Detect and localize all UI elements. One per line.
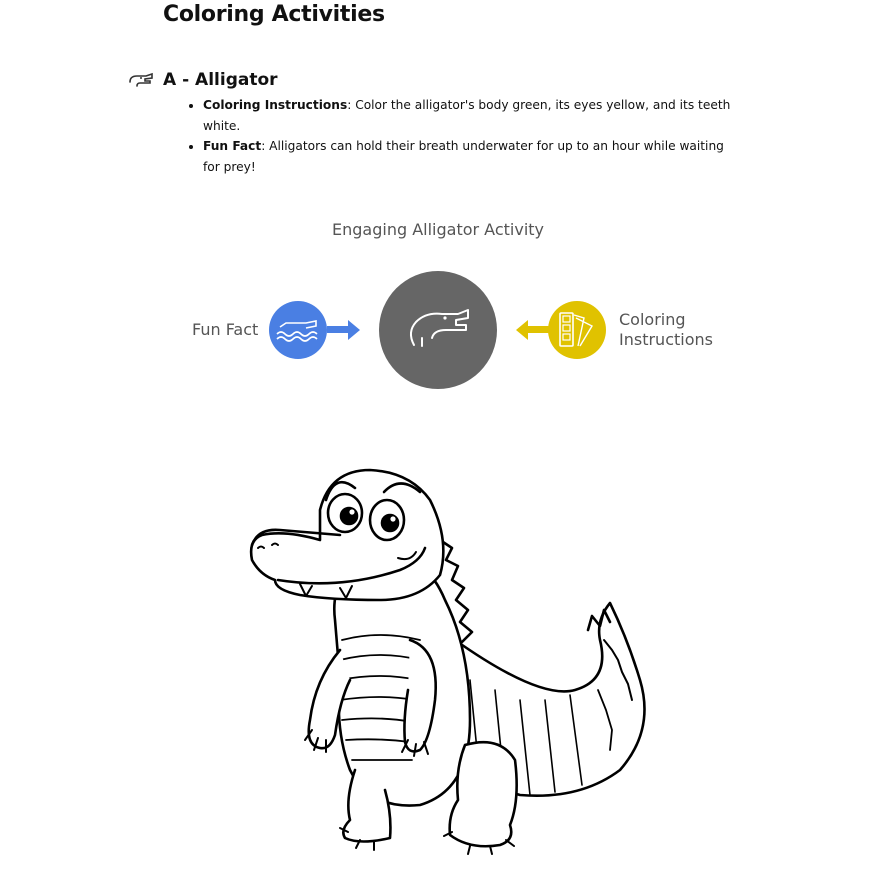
section-header xyxy=(128,70,278,90)
alligator-swimming-icon xyxy=(269,301,327,359)
alligator-icon xyxy=(128,70,154,90)
bullet-text: : Color the alligator's body green, its eyes yellow, and its teeth white. xyxy=(203,98,731,133)
page-title: Coloring Activities xyxy=(163,2,385,27)
bullet-list xyxy=(185,95,738,177)
color-palette-icon xyxy=(548,301,606,359)
coloring-instructions-label: Coloring Instructions xyxy=(619,310,713,349)
list-item xyxy=(203,136,738,177)
alligator-coloring-page-illustration xyxy=(251,470,644,854)
bullet-label: Coloring Instructions xyxy=(203,98,348,112)
diagram-title: Engaging Alligator Activity xyxy=(332,220,544,239)
bullet-label: Fun Fact xyxy=(203,139,262,153)
bullet-text: : Alligators can hold their breath underwater for up to an hour while waiting for prey! xyxy=(203,139,724,174)
fun-fact-label: Fun Fact xyxy=(192,320,259,339)
list-item xyxy=(203,95,738,136)
alligator-head-icon xyxy=(379,271,497,389)
section-title: A - Alligator xyxy=(163,70,278,90)
left-arrow-icon xyxy=(516,320,549,340)
right-arrow-icon xyxy=(327,320,360,340)
